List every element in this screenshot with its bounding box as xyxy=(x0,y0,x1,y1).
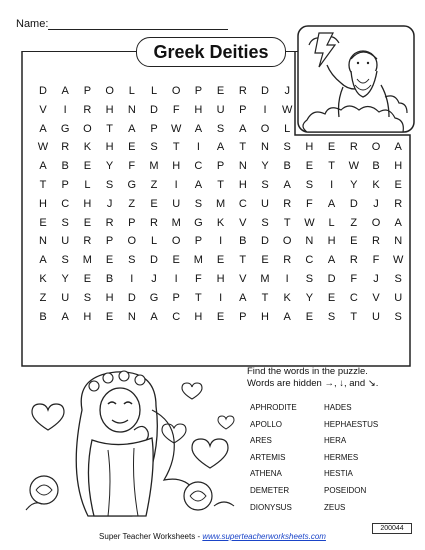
grid-letter[interactable]: Y xyxy=(261,160,269,173)
grid-letter[interactable]: S xyxy=(216,122,225,135)
grid-letter[interactable]: U xyxy=(61,291,70,304)
grid-letter[interactable]: S xyxy=(194,197,203,210)
grid-letter[interactable]: S xyxy=(61,254,69,267)
grid-letter[interactable]: G xyxy=(127,179,137,191)
grid-letter[interactable]: N xyxy=(394,235,403,248)
grid-letter[interactable]: Y xyxy=(61,273,69,285)
grid-letter[interactable]: H xyxy=(83,310,92,323)
grid-letter[interactable]: E xyxy=(394,179,402,191)
grid-letter[interactable]: A xyxy=(327,197,336,210)
grid-letter[interactable]: O xyxy=(83,122,92,135)
puzzle-instructions xyxy=(247,366,378,390)
grid-letter[interactable]: K xyxy=(372,179,380,191)
grid-letter[interactable]: T xyxy=(39,179,47,191)
grid-letter[interactable]: B xyxy=(39,310,47,323)
word-bank-item: HEPHAESTUS xyxy=(324,419,379,429)
grid-letter[interactable]: D xyxy=(150,103,158,116)
grid-letter[interactable]: J xyxy=(373,197,379,210)
grid-letter[interactable]: P xyxy=(83,85,92,97)
grid-letter[interactable]: W xyxy=(281,103,293,116)
grid-letter[interactable]: P xyxy=(194,235,203,248)
grid-letter[interactable]: N xyxy=(127,310,136,323)
grid-letter[interactable]: S xyxy=(261,216,269,229)
grid-letter[interactable]: S xyxy=(327,310,336,323)
grid-letter[interactable]: F xyxy=(372,254,380,267)
grid-letter[interactable]: T xyxy=(328,160,335,173)
grid-letter[interactable]: P xyxy=(172,291,180,304)
grid-letter[interactable]: A xyxy=(150,310,158,323)
grid-letter[interactable]: E xyxy=(216,310,225,323)
grid-letter[interactable]: I xyxy=(263,103,267,116)
name-label: Name: xyxy=(16,18,49,30)
grid-letter[interactable]: M xyxy=(260,273,270,285)
grid-letter[interactable]: C xyxy=(305,254,314,267)
grid-letter[interactable]: H xyxy=(39,197,47,210)
grid-letter[interactable]: S xyxy=(261,179,269,191)
grid-letter[interactable]: V xyxy=(39,103,47,116)
grid-letter[interactable]: E xyxy=(327,141,336,154)
grid-letter[interactable]: U xyxy=(61,235,70,248)
grid-letter[interactable]: K xyxy=(83,141,92,154)
grid-letter[interactable]: W xyxy=(392,254,404,267)
grid-letter[interactable]: Z xyxy=(150,179,158,191)
grid-letter[interactable]: A xyxy=(194,179,203,191)
grid-letter[interactable]: A xyxy=(39,254,47,267)
grid-letter[interactable]: I xyxy=(285,273,289,285)
grid-letter[interactable]: T xyxy=(350,310,358,323)
grid-letter[interactable]: A xyxy=(194,122,203,135)
grid-letter[interactable]: G xyxy=(60,122,70,135)
grid-letter[interactable]: W xyxy=(304,216,315,229)
grid-letter[interactable]: F xyxy=(306,197,313,210)
grid-letter[interactable]: H xyxy=(172,160,181,173)
grid-letter[interactable]: P xyxy=(61,179,69,191)
grid-letter[interactable]: A xyxy=(283,310,291,323)
grid-letter[interactable]: H xyxy=(238,179,247,191)
grid-letter[interactable]: E xyxy=(216,85,225,97)
grid-letter[interactable]: H xyxy=(105,291,114,304)
grid-letter[interactable]: J xyxy=(106,197,113,210)
aphrodite-illustration xyxy=(22,370,242,520)
grid-letter[interactable]: F xyxy=(195,273,202,285)
grid-letter[interactable]: T xyxy=(172,141,180,154)
grid-letter[interactable]: Y xyxy=(350,179,358,191)
grid-letter[interactable]: W xyxy=(170,122,182,135)
grid-letter[interactable]: Z xyxy=(39,291,47,304)
grid-letter[interactable]: H xyxy=(216,273,225,285)
grid-letter[interactable]: I xyxy=(63,103,67,116)
grid-letter[interactable]: D xyxy=(127,291,136,304)
grid-letter[interactable]: R xyxy=(61,141,70,154)
grid-letter[interactable]: E xyxy=(83,160,92,173)
grid-letter[interactable]: A xyxy=(61,310,69,323)
grid-letter[interactable]: E xyxy=(327,291,336,304)
word-bank-item: HERA xyxy=(324,436,347,446)
word-bank-item: DEMETER xyxy=(250,486,290,495)
grid-letter[interactable]: R xyxy=(394,197,403,210)
grid-letter[interactable]: K xyxy=(283,291,291,304)
grid-letter[interactable]: R xyxy=(349,141,358,154)
grid-letter[interactable]: I xyxy=(196,141,200,154)
zeus-illustration xyxy=(297,25,415,133)
word-bank-item: POSEIDON xyxy=(324,486,367,495)
grid-letter[interactable]: Y xyxy=(305,291,314,304)
grid-letter[interactable]: H xyxy=(394,160,403,173)
grid-letter[interactable]: S xyxy=(283,141,291,154)
grid-letter[interactable]: R xyxy=(283,197,292,210)
grid-letter[interactable]: I xyxy=(219,235,223,248)
grid-letter[interactable]: I xyxy=(130,273,134,285)
grid-letter[interactable]: P xyxy=(239,103,247,116)
grid-letter[interactable]: O xyxy=(105,85,114,97)
grid-letter[interactable]: F xyxy=(350,273,358,285)
grid-letter[interactable]: U xyxy=(394,291,403,304)
grid-letter[interactable]: T xyxy=(283,216,291,229)
instructions-line-2: Words are hidden →, ↓, and ↘. xyxy=(247,378,379,389)
grid-letter[interactable]: P xyxy=(150,122,158,135)
grid-letter[interactable]: S xyxy=(394,310,402,323)
worksheet-code: 200044 xyxy=(372,523,412,534)
grid-letter[interactable]: H xyxy=(261,310,269,323)
grid-letter[interactable]: C xyxy=(238,197,247,210)
grid-letter[interactable]: O xyxy=(371,141,381,154)
grid-letter[interactable]: J xyxy=(151,273,157,285)
grid-letter[interactable]: M xyxy=(193,254,203,267)
grid-letter[interactable]: T xyxy=(195,291,202,304)
grid-letter[interactable]: A xyxy=(239,291,247,304)
word-bank-item: ARES xyxy=(250,436,272,446)
grid-letter[interactable]: N xyxy=(39,235,47,248)
word-bank-item: ATHENA xyxy=(250,469,282,479)
page-title: Greek Deities xyxy=(136,37,286,67)
grid-letter[interactable]: N xyxy=(238,160,247,173)
grid-letter[interactable]: R xyxy=(83,103,92,116)
grid-letter[interactable]: U xyxy=(261,197,269,210)
grid-letter[interactable]: I xyxy=(330,179,334,191)
grid-letter[interactable]: L xyxy=(284,122,291,135)
grid-letter[interactable]: M xyxy=(171,216,181,229)
grid-letter[interactable]: F xyxy=(172,103,180,116)
grid-letter[interactable]: J xyxy=(284,85,290,97)
word-bank-item: ARTEMIS xyxy=(250,452,286,462)
grid-letter[interactable]: M xyxy=(149,160,159,173)
grid-letter[interactable]: E xyxy=(305,310,314,323)
grid-letter[interactable]: A xyxy=(216,141,225,154)
grid-letter[interactable]: E xyxy=(105,310,114,323)
grid-letter[interactable]: C xyxy=(194,160,203,173)
word-bank-item: APHRODITE xyxy=(250,403,297,412)
grid-letter[interactable]: A xyxy=(283,179,291,191)
grid-letter[interactable]: S xyxy=(150,141,158,154)
grid-letter[interactable]: H xyxy=(194,310,203,323)
grid-letter[interactable]: E xyxy=(261,254,269,267)
grid-letter[interactable]: R xyxy=(83,235,92,248)
grid-letter[interactable]: H xyxy=(305,141,314,154)
word-bank-item: APOLLO xyxy=(250,419,283,429)
grid-letter[interactable]: B xyxy=(372,160,380,173)
grid-letter[interactable]: T xyxy=(239,254,247,267)
grid-letter[interactable]: D xyxy=(327,273,336,285)
grid-letter[interactable]: C xyxy=(61,197,70,210)
grid-letter[interactable]: T xyxy=(217,179,224,191)
grid-letter[interactable]: P xyxy=(239,310,247,323)
grid-letter[interactable]: A xyxy=(239,122,247,135)
grid-letter[interactable]: B xyxy=(239,235,247,248)
grid-letter[interactable]: M xyxy=(216,197,226,210)
grid-letter[interactable]: S xyxy=(394,273,402,285)
grid-letter[interactable]: V xyxy=(239,216,247,229)
grid-letter[interactable]: S xyxy=(305,179,314,191)
grid-letter[interactable]: A xyxy=(39,122,47,135)
grid-letter[interactable]: M xyxy=(82,254,92,267)
grid-letter[interactable]: R xyxy=(150,216,158,229)
grid-letter[interactable]: O xyxy=(282,235,292,248)
grid-letter[interactable]: A xyxy=(39,160,47,173)
grid-letter[interactable]: V xyxy=(239,273,247,285)
grid-letter[interactable]: K xyxy=(39,273,47,285)
grid-letter[interactable]: B xyxy=(283,160,291,173)
grid-letter[interactable]: H xyxy=(105,103,114,116)
grid-letter[interactable]: E xyxy=(105,254,114,267)
grid-letter[interactable]: E xyxy=(172,254,180,267)
grid-letter[interactable]: N xyxy=(305,235,314,248)
footer-link[interactable]: www.superteacherworksheets.com xyxy=(202,532,326,541)
grid-letter[interactable]: O xyxy=(127,235,137,248)
grid-letter[interactable]: T xyxy=(106,122,113,135)
grid-letter[interactable]: L xyxy=(84,179,91,191)
grid-letter[interactable]: R xyxy=(238,85,247,97)
footer xyxy=(0,532,425,541)
grid-letter[interactable]: I xyxy=(219,291,223,304)
grid-letter[interactable]: R xyxy=(349,254,358,267)
grid-letter[interactable]: E xyxy=(350,235,358,248)
grid-letter[interactable]: G xyxy=(194,216,203,229)
grid-letter[interactable]: H xyxy=(327,235,336,248)
word-bank-item: DIONYSUS xyxy=(250,502,292,512)
grid-letter[interactable]: A xyxy=(394,216,402,229)
grid-letter[interactable]: L xyxy=(150,85,158,97)
grid-letter[interactable]: U xyxy=(372,310,380,323)
grid-letter[interactable]: A xyxy=(394,141,402,154)
grid-letter[interactable]: S xyxy=(61,216,69,229)
grid-letter[interactable]: E xyxy=(39,216,47,229)
grid-letter[interactable]: H xyxy=(194,103,203,116)
grid-letter[interactable]: A xyxy=(61,85,69,97)
grid-letter[interactable]: E xyxy=(83,273,92,285)
grid-letter[interactable]: S xyxy=(128,254,136,267)
grid-letter[interactable]: E xyxy=(216,254,225,267)
grid-letter[interactable]: S xyxy=(305,273,314,285)
grid-letter[interactable]: O xyxy=(260,122,270,135)
grid-letter[interactable]: U xyxy=(216,103,225,116)
grid-letter[interactable]: A xyxy=(128,122,136,135)
grid-letter[interactable]: I xyxy=(174,179,178,191)
grid-letter[interactable]: Z xyxy=(350,216,358,229)
grid-letter[interactable]: L xyxy=(150,235,158,248)
grid-letter[interactable]: D xyxy=(261,85,269,97)
instructions-line-1: Find the words in the puzzle. xyxy=(247,366,368,377)
footer-text: Super Teacher Worksheets - xyxy=(99,532,203,541)
grid-letter[interactable]: Z xyxy=(128,197,136,210)
grid-letter[interactable]: K xyxy=(216,216,225,229)
grid-letter[interactable]: P xyxy=(128,216,136,229)
grid-letter[interactable]: E xyxy=(83,216,92,229)
word-bank-item: HESTIA xyxy=(324,469,353,479)
grid-letter[interactable]: O xyxy=(171,235,181,248)
grid-letter[interactable]: A xyxy=(327,254,336,267)
grid-letter[interactable]: P xyxy=(194,85,203,97)
grid-letter[interactable]: N xyxy=(127,103,136,116)
grid-letter[interactable]: R xyxy=(283,254,292,267)
grid-letter[interactable]: L xyxy=(328,216,335,229)
grid-letter[interactable]: V xyxy=(372,291,380,304)
grid-letter[interactable]: T xyxy=(261,291,269,304)
grid-letter[interactable]: O xyxy=(371,216,381,229)
grid-letter[interactable]: P xyxy=(216,160,225,173)
grid-letter[interactable]: L xyxy=(128,85,135,97)
grid-letter[interactable]: D xyxy=(261,235,269,248)
grid-letter[interactable]: W xyxy=(37,141,49,154)
grid-letter[interactable]: C xyxy=(349,291,358,304)
grid-letter[interactable]: D xyxy=(150,254,158,267)
grid-letter[interactable]: N xyxy=(261,141,269,154)
grid-letter[interactable]: G xyxy=(149,291,159,304)
grid-letter[interactable]: H xyxy=(83,197,92,210)
grid-letter[interactable]: I xyxy=(174,273,178,285)
grid-letter[interactable]: D xyxy=(39,85,47,97)
grid-letter[interactable]: E xyxy=(150,197,158,210)
grid-letter[interactable]: U xyxy=(172,197,181,210)
grid-letter[interactable]: W xyxy=(348,160,359,173)
grid-letter[interactable]: O xyxy=(171,85,181,97)
grid-letter[interactable]: B xyxy=(61,160,69,173)
grid-letter[interactable]: P xyxy=(105,235,114,248)
word-bank-item: ZEUS xyxy=(324,502,346,512)
grid-letter[interactable]: E xyxy=(128,141,136,154)
grid-letter[interactable]: B xyxy=(105,273,114,285)
grid-letter[interactable]: F xyxy=(128,160,136,173)
grid-letter[interactable]: J xyxy=(373,273,379,285)
grid-letter[interactable]: S xyxy=(105,179,114,191)
grid-letter[interactable]: Y xyxy=(105,160,114,173)
grid-letter[interactable]: R xyxy=(105,216,114,229)
grid-letter[interactable]: T xyxy=(239,141,247,154)
word-bank-item: HADES xyxy=(324,403,352,412)
word-bank-item: HERMES xyxy=(324,452,359,462)
grid-letter[interactable]: R xyxy=(372,235,380,248)
grid-letter[interactable]: D xyxy=(349,197,358,210)
grid-letter[interactable]: H xyxy=(105,141,114,154)
grid-letter[interactable]: C xyxy=(172,310,181,323)
grid-letter[interactable]: E xyxy=(305,160,314,173)
grid-letter[interactable]: S xyxy=(83,291,92,304)
